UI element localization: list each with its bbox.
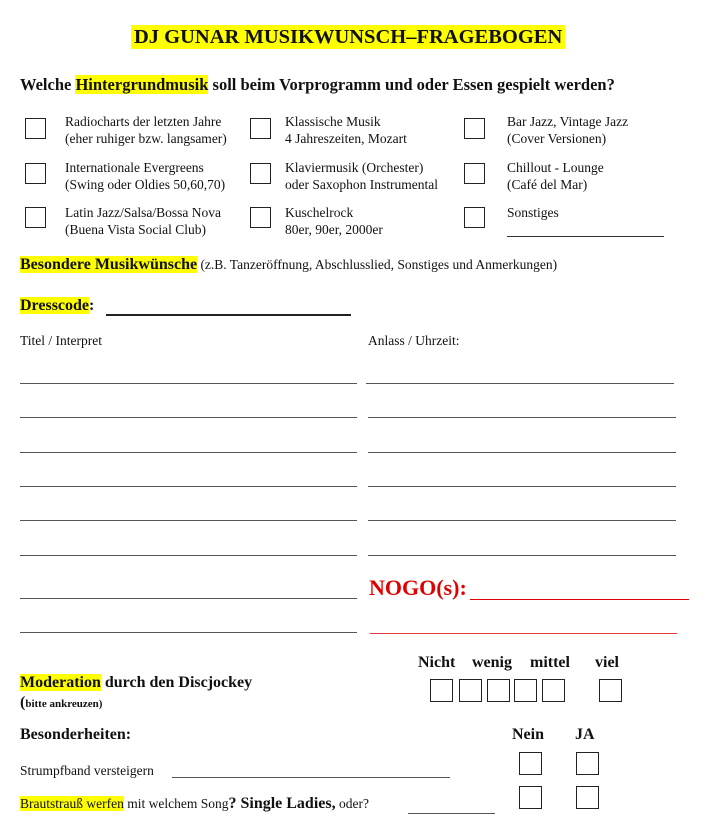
question-suffix: soll beim Vorprogramm und oder Essen gespielt werden?	[208, 75, 615, 94]
option-line1: Internationale Evergreens	[65, 160, 204, 175]
checkbox-radiocharts[interactable]	[25, 118, 46, 139]
title-line[interactable]	[20, 555, 357, 556]
moderation-hint-text: bitte ankreuzen)	[25, 698, 103, 710]
option-bar-jazz	[507, 113, 628, 147]
title-line[interactable]	[20, 632, 357, 633]
scale-label-mittel: mittel	[530, 654, 570, 671]
moderation-hint	[20, 694, 102, 712]
checkbox-klaviermusik[interactable]	[250, 163, 271, 184]
dresscode-label: Dresscode	[20, 297, 90, 314]
option-kuschelrock	[285, 204, 383, 238]
checkbox-garter-nein[interactable]	[519, 752, 542, 775]
option-line1: Latin Jazz/Salsa/Bossa Nova	[65, 205, 221, 220]
option-line2: (Café del Mar)	[507, 177, 588, 192]
special-features-heading: Besonderheiten:	[20, 726, 132, 743]
checkbox-bouquet-ja[interactable]	[576, 786, 599, 809]
option-klassische-musik	[285, 113, 407, 147]
special-wishes-heading	[20, 256, 557, 274]
nogo-label: NOGO(s):	[369, 575, 467, 600]
option-line1: Klassische Musik	[285, 114, 381, 129]
checkbox-moderation-viel[interactable]	[599, 679, 622, 702]
dresscode-input-line[interactable]	[106, 314, 351, 316]
option-line2: oder Saxophon Instrumental	[285, 177, 438, 192]
option-evergreens	[65, 159, 225, 193]
bouquet-end: oder?	[335, 796, 369, 811]
nogo-input-line[interactable]	[470, 599, 689, 600]
checkbox-bouquet-nein[interactable]	[519, 786, 542, 809]
title-line[interactable]	[20, 417, 357, 418]
title-line[interactable]	[20, 452, 357, 453]
option-line1: Klaviermusik (Orchester)	[285, 160, 424, 175]
checkbox-chillout[interactable]	[464, 163, 485, 184]
title-artist-caption: Titel / Interpret	[20, 333, 102, 348]
option-line1: Radiocharts der letzten Jahre	[65, 114, 222, 129]
occasion-line[interactable]	[366, 383, 674, 384]
occasion-line[interactable]	[368, 555, 676, 556]
checkbox-kuschelrock[interactable]	[250, 207, 271, 228]
bouquet-row	[20, 795, 369, 813]
background-music-question	[20, 75, 615, 95]
option-line2: (Buena Vista Social Club)	[65, 222, 207, 237]
document-title: DJ GUNAR MUSIKWUNSCH–FRAGEBOGEN	[131, 25, 565, 49]
special-wishes-note: (z.B. Tanzeröffnung, Abschlusslied, Sonstiges und Anmerkungen)	[197, 257, 558, 272]
option-radiocharts	[65, 113, 227, 147]
title-line[interactable]	[20, 486, 357, 487]
checkbox-garter-ja[interactable]	[576, 752, 599, 775]
option-line2: (Cover Versionen)	[507, 131, 607, 146]
occasion-line[interactable]	[368, 452, 676, 453]
nein-label: Nein	[512, 726, 544, 743]
checkbox-evergreens[interactable]	[25, 163, 46, 184]
checkbox-klassische-musik[interactable]	[250, 118, 271, 139]
moderation-label: Moderation	[20, 674, 101, 691]
option-line1: Chillout - Lounge	[507, 160, 604, 175]
title-line[interactable]	[20, 598, 357, 599]
checkbox-latin-jazz[interactable]	[25, 207, 46, 228]
bouquet-mid: mit welchem Song	[123, 796, 229, 811]
occasion-line[interactable]	[368, 520, 676, 521]
title-line[interactable]	[20, 520, 357, 521]
checkbox-moderation-mittel[interactable]	[514, 679, 537, 702]
checkbox-sonstiges[interactable]	[464, 207, 485, 228]
option-line2: (Swing oder Oldies 50,60,70)	[65, 177, 226, 192]
option-klaviermusik	[285, 159, 438, 193]
sonstiges-input-line[interactable]	[507, 236, 664, 237]
moderation-hint-paren: (	[20, 694, 26, 711]
option-line2: (eher ruhiger bzw. langsamer)	[65, 131, 227, 146]
garter-input-line[interactable]	[172, 777, 450, 778]
bouquet-input-line[interactable]	[408, 813, 495, 814]
question-prefix: Welche	[20, 75, 76, 94]
occasion-line[interactable]	[368, 486, 676, 487]
checkbox-moderation-mittel-2[interactable]	[542, 679, 565, 702]
special-wishes-label: Besondere Musikwünsche	[20, 256, 198, 273]
dresscode-heading	[20, 297, 94, 315]
scale-label-viel: viel	[595, 654, 619, 671]
option-latin-jazz	[65, 204, 221, 238]
title-line[interactable]	[20, 383, 357, 384]
ja-label: JA	[575, 726, 595, 743]
dresscode-colon: :	[89, 297, 95, 314]
checkbox-moderation-wenig-2[interactable]	[487, 679, 510, 702]
moderation-heading	[20, 674, 252, 692]
moderation-rest: durch den Discjockey	[100, 674, 253, 691]
checkbox-moderation-nicht[interactable]	[430, 679, 453, 702]
option-line2: 4 Jahreszeiten, Mozart	[285, 131, 407, 146]
garter-label: Strumpfband versteigern	[20, 763, 154, 778]
checkbox-bar-jazz[interactable]	[464, 118, 485, 139]
option-line1: Kuschelrock	[285, 205, 354, 220]
scale-label-wenig: wenig	[472, 654, 512, 671]
bouquet-song: ? Single Ladies,	[228, 795, 336, 812]
checkbox-moderation-wenig[interactable]	[459, 679, 482, 702]
option-line2: 80er, 90er, 2000er	[285, 222, 383, 237]
option-line1: Bar Jazz, Vintage Jazz	[507, 114, 629, 129]
option-chillout	[507, 159, 604, 193]
scale-label-nicht: Nicht	[418, 654, 456, 671]
occasion-time-caption: Anlass / Uhrzeit:	[368, 333, 460, 348]
option-sonstiges: Sonstiges	[507, 205, 559, 220]
bouquet-label: Brautstrauß werfen	[20, 796, 124, 811]
occasion-line[interactable]	[368, 417, 676, 418]
question-highlight: Hintergrundmusik	[75, 75, 209, 94]
nogo-input-line[interactable]	[370, 633, 677, 634]
